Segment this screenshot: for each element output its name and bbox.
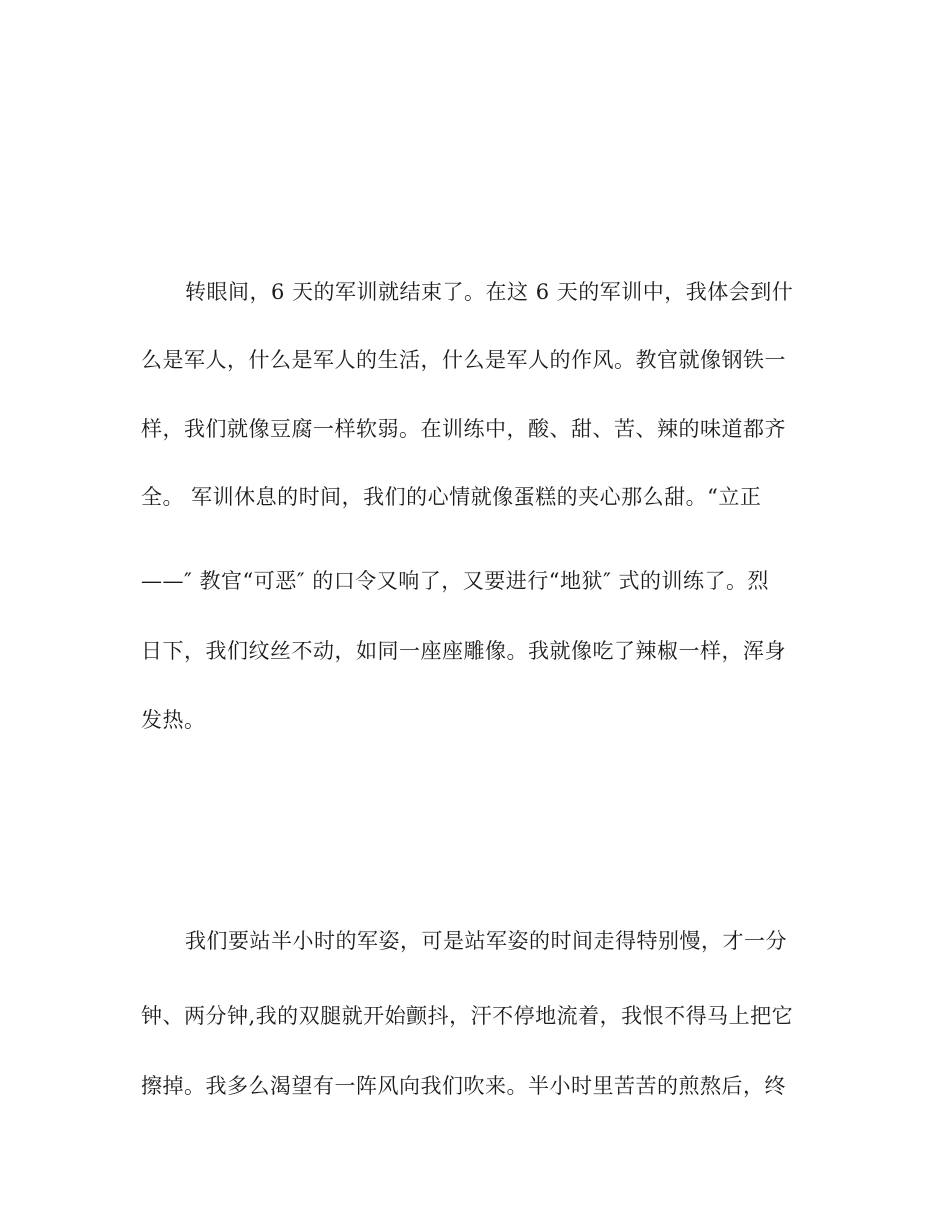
paragraph-line: 样，我们就像豆腐一样软弱。在训练中，酸、甜、苦、辣的味道都齐 xyxy=(141,417,786,441)
paragraph-line: 钟、两分钟,我的双腿就开始颤抖，汗不停地流着，我恨不得马上把它 xyxy=(141,1004,794,1028)
paragraph-line: ——″ 教官“可恶″ 的口令又响了，又要进行“地狱″ 式的训练了。烈 xyxy=(141,569,770,593)
paragraph-line: 么是军人，什么是军人的生活，什么是军人的作风。教官就像钢铁一 xyxy=(141,348,786,372)
paragraph-line: 发热。 xyxy=(141,708,206,732)
paragraph-line: 日下，我们纹丝不动，如同一座座雕像。我就像吃了辣椒一样，浑身 xyxy=(141,639,786,663)
paragraph-line: 我们要站半小时的军姿，可是站军姿的时间走得特别慢，才一分 xyxy=(185,929,787,953)
paragraph-line: 擦掉。我多么渴望有一阵风向我们吹来。半小时里苦苦的煎熬后，终 xyxy=(141,1074,786,1098)
paragraph-line: 全。 军训休息的时间，我们的心情就像蛋糕的夹心那么甜。“立正 xyxy=(141,485,762,509)
paragraph-line: 转眼间，6 天的军训就结束了。在这 6 天的军训中，我体会到什 xyxy=(185,280,794,304)
